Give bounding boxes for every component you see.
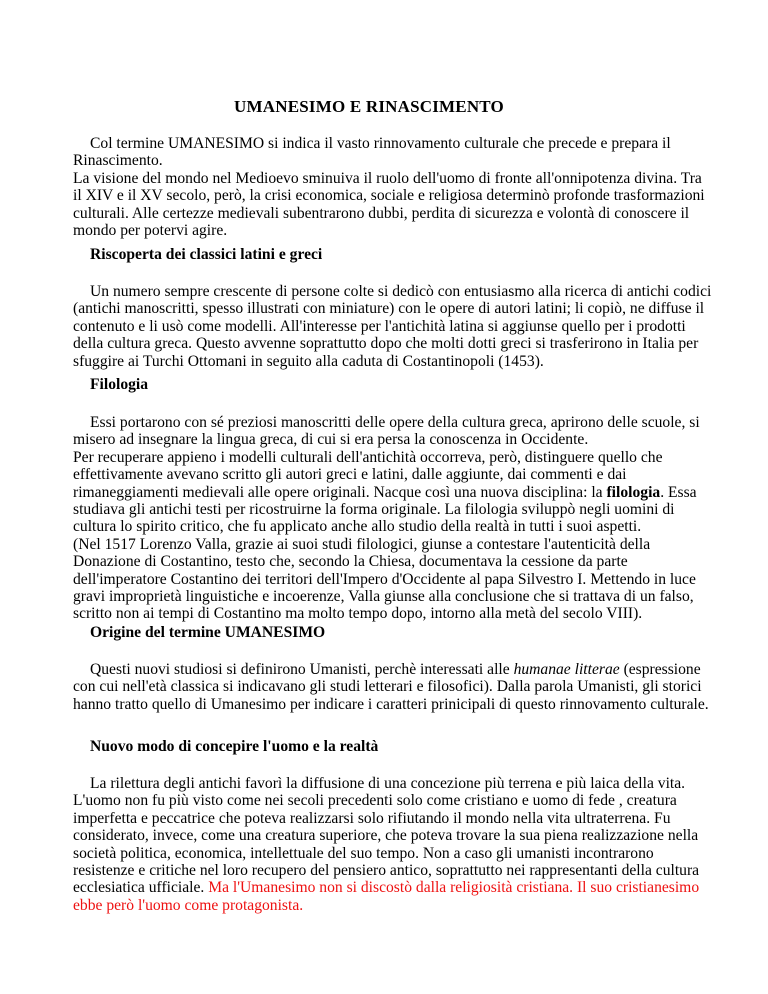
bold-term: filologia bbox=[606, 483, 661, 501]
section-filologia bbox=[73, 414, 713, 623]
text-span: . Essa studiava gli antichi testi per ricostruirne la forma originale. La filologia sviluppò negli uomini di cultura lo spirito critico, che fu applicato anche allo studio della realtà in tutti i suoi aspetti. bbox=[73, 483, 697, 536]
section-paragraph bbox=[73, 661, 713, 713]
section-heading-origine: Origine del termine UMANESIMO bbox=[90, 624, 326, 641]
intro-paragraph: Col termine UMANESIMO si indica il vasto rinnovamento culturale che precede e prepara il Rinascimento. bbox=[73, 135, 671, 170]
section-nuovo-modo bbox=[73, 775, 713, 914]
section-paragraph: Essi portarono con sé preziosi manoscritti delle opere della cultura greca, aprirono delle scuole, si misero ad insegnare la lingua greca, di cui si era persa la conoscenza in Occidente. bbox=[73, 414, 700, 449]
text-span: (espressione con cui nell'età classica si indicavano gli studi letterari e filosofici). Dalla parola Umanisti, gli storici hanno tratto quello di Umanesimo per indicare i caratteri prinicipali di questo rinnovamento culturale. bbox=[73, 661, 709, 713]
intro-block bbox=[73, 135, 713, 239]
text-span: Per recuperare appieno i modelli culturali dell'antichità occorreva, però, distinguere quello che effettivamente avevano scritto gli autori greci e latini, dalle aggiunte, dai commenti e dai rimaneggiamenti medievali alle opere originali. Nacque così una nuova disciplina: la bbox=[73, 448, 663, 501]
page-title: UMANESIMO E RINASCIMENTO bbox=[234, 97, 504, 116]
section-riscoperta bbox=[73, 283, 713, 370]
section-paragraph bbox=[73, 775, 713, 914]
text-span: La rilettura degli antichi favorì la diffusione di una concezione più terrena e più laica della vita. L'uomo non fu più visto come nei secoli precedenti solo come cristiano e uomo di fede , creatura imperfetta e peccatrice che poteva realizzarsi solo rifiutando il mondo nella vita ultraterrena. Fu considerato, invece, come una creatura superiore, che poteva trovare la sua piena realizzazione nella società politica, economica, intellettuale del suo tempo. Non a caso gli umanisti incontrarono resistenze e critiche nel loro recupero del pensiero antico, soprattutto nei rappresentanti della cultura ecclesiatica ufficiale. bbox=[73, 775, 700, 897]
text-span: Questi nuovi studiosi si definirono Umanisti, perchè interessati alle bbox=[90, 661, 514, 678]
section-heading-riscoperta: Riscoperta dei classici latini e greci bbox=[90, 246, 323, 263]
section-heading-filologia: Filologia bbox=[90, 376, 149, 393]
red-highlight-text: Ma l'Umanesimo non si discostò dalla religiosità cristiana. Il suo cristianesimo ebbe però l'uomo come protagonista. bbox=[73, 879, 700, 914]
intro-paragraph-2: La visione del mondo nel Medioevo sminuiva il ruolo dell'uomo di fronte all'onnipotenza divina. Tra il XIV e il XV secolo, però, la crisi economica, sociale e religiosa determinò profonde trasformazioni culturali. Alle certezze medievali subentrarono dubbi, perdita di sicurezza e volontà di conoscere il mondo per potervi agire. bbox=[73, 169, 705, 240]
section-paragraph: (Nel 1517 Lorenzo Valla, grazie ai suoi studi filologici, giunse a contestare l'autenticità della Donazione di Costantino, testo che, secondo la Chiesa, documentava la cessione da parte dell'imperatore Costantino dei territori dell'Impero d'Occidente al papa Silvestro I. Mettendo in luce gravi improprietà linguistiche e incoerenze, Valla giunse alla conclusione che si trattava di un falso, scritto non ai tempi di Costantino ma molto tempo dopo, intorno alla metà del secolo VIII). bbox=[73, 535, 696, 623]
section-paragraph: Un numero sempre crescente di persone colte si dedicò con entusiasmo alla ricerca di antichi codici (antichi manoscritti, spesso illustrati con miniature) con le opere di autori latini; li copiò, ne diffuse il contenuto e li usò come modelli. All'interesse per l'antichità latina si aggiunse quello per i prodotti della cultura greca. Questo avvenne soprattutto dopo che molti dotti greci si trasferirono in Italia per sfuggire ai Turchi Ottomani in seguito alla caduta di Costantinopoli (1453). bbox=[73, 283, 712, 370]
section-origine bbox=[73, 661, 713, 713]
section-heading-nuovo-modo: Nuovo modo di concepire l'uomo e la realtà bbox=[90, 738, 379, 755]
section-paragraph bbox=[73, 449, 713, 536]
italic-term: humanae litterae bbox=[513, 661, 620, 678]
